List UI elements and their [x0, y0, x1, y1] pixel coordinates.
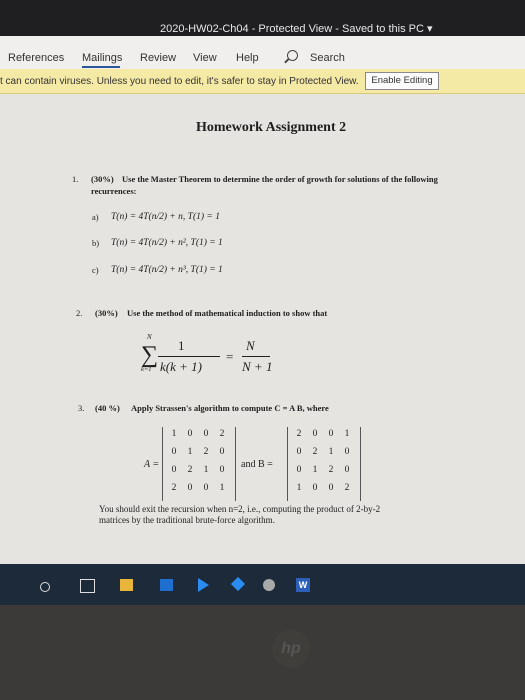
q1c-label: c): [92, 265, 99, 275]
matrix-cell: 0: [187, 429, 193, 439]
matrix-a: [162, 427, 236, 501]
tab-mailings[interactable]: Mailings: [82, 52, 123, 64]
matrix-cell: 2: [312, 447, 318, 457]
page-title: Homework Assignment 2: [196, 120, 347, 135]
rhs-numerator: N: [246, 338, 255, 353]
protected-view-bar: [0, 69, 525, 94]
search-icon[interactable]: [40, 582, 50, 592]
matrix-cell: 2: [203, 447, 209, 457]
matrix-cell: 0: [187, 483, 193, 493]
ribbon: [0, 36, 525, 70]
matrix-cell: 0: [219, 465, 225, 475]
matrix-cell: 2: [344, 483, 350, 493]
matrix-cell: 0: [312, 483, 318, 493]
tab-view[interactable]: View: [193, 52, 217, 64]
q3-note-line2: matrices by the traditional brute-force algorithm.: [99, 515, 275, 525]
matrix-cell: 0: [171, 465, 177, 475]
matrix-cell: 0: [171, 447, 177, 457]
protected-view-message: t can contain viruses. Unless you need to edit, it's safer to stay in Protected View.: [0, 76, 359, 87]
sum-upper-limit: N: [147, 333, 152, 341]
q1c-expr: T(n) = 4T(n/2) + n³, T(1) = 1: [111, 265, 223, 275]
fraction-denominator: k(k + 1): [160, 359, 202, 374]
matrix-cell: 1: [312, 465, 318, 475]
q3-weight: (40 %): [95, 403, 120, 413]
search-box[interactable]: Search: [310, 52, 345, 64]
matrix-cell: 1: [187, 447, 193, 457]
q2-number: 2.: [76, 308, 83, 318]
q1-text-cont: recurrences:: [91, 186, 137, 196]
settings-icon[interactable]: [263, 579, 275, 591]
rhs-denominator: N + 1: [242, 359, 273, 374]
hp-logo: hp: [272, 630, 310, 668]
file-explorer-icon[interactable]: [120, 579, 133, 591]
q3-number: 3.: [78, 403, 85, 413]
fraction-bar: [158, 356, 220, 357]
q1b-label: b): [92, 238, 100, 248]
matrix-cell: 0: [344, 465, 350, 475]
q3-text: Apply Strassen's algorithm to compute C = A B, where: [131, 403, 329, 413]
dropbox-icon[interactable]: [231, 577, 245, 591]
matrix-cell: 2: [171, 483, 177, 493]
matrix-cell: 0: [296, 447, 302, 457]
taskbar: [0, 564, 525, 605]
word-icon[interactable]: W: [296, 578, 310, 592]
store-icon[interactable]: [160, 579, 173, 591]
matrix-cell: 0: [203, 483, 209, 493]
matrix-cell: 0: [328, 429, 334, 439]
matrix-cell: 0: [219, 447, 225, 457]
document-page: [0, 94, 525, 564]
window-title: 2020-HW02-Ch04 - Protected View - Saved to this PC ▾: [160, 23, 433, 35]
q1a-label: a): [92, 212, 99, 222]
q1b-expr: T(n) = 4T(n/2) + n², T(1) = 1: [111, 238, 223, 248]
matrix-cell: 1: [296, 483, 302, 493]
sum-lower-limit: k=1: [141, 366, 152, 373]
task-view-icon[interactable]: [80, 579, 95, 593]
title-bar: [0, 0, 525, 36]
q1-weight: (30%): [91, 174, 114, 184]
matrix-cell: 1: [344, 429, 350, 439]
matrix-b: [287, 427, 361, 501]
matrix-cell: 0: [296, 465, 302, 475]
matrix-cell: 2: [219, 429, 225, 439]
matrix-cell: 1: [171, 429, 177, 439]
tab-review[interactable]: Review: [140, 52, 177, 64]
q3-note-line1: You should exit the recursion when n=2, i.e., computing the product of 2-by-2: [99, 504, 381, 514]
matrix-cell: 1: [203, 465, 209, 475]
rhs-fraction-bar: [242, 356, 270, 357]
tab-references[interactable]: References: [8, 52, 65, 64]
matrix-cell: 0: [328, 483, 334, 493]
matrix-a-label: A =: [144, 459, 160, 470]
matrix-b-label: and B =: [241, 459, 273, 470]
q2-text: Use the method of mathematical induction to show that: [127, 308, 328, 318]
search-icon[interactable]: [287, 50, 298, 61]
q1-text: Use the Master Theorem to determine the order of growth for solutions of the following: [122, 174, 438, 184]
matrix-cell: 1: [219, 483, 225, 493]
matrix-cell: 0: [344, 447, 350, 457]
tab-help[interactable]: Help: [236, 52, 259, 64]
active-tab-indicator: [82, 66, 120, 68]
matrix-cell: 1: [328, 447, 334, 457]
q2-weight: (30%): [95, 308, 118, 318]
enable-editing-button[interactable]: Enable Editing: [365, 72, 439, 90]
matrix-cell: 2: [187, 465, 193, 475]
matrix-cell: 2: [328, 465, 334, 475]
matrix-cell: 0: [203, 429, 209, 439]
q1-number: 1.: [72, 174, 79, 184]
equals-sign: =: [226, 349, 234, 364]
matrix-cell: 2: [296, 429, 302, 439]
q1a-expr: T(n) = 4T(n/2) + n, T(1) = 1: [111, 212, 220, 222]
summation-sign: ∑: [141, 342, 159, 368]
matrix-cell: 0: [312, 429, 318, 439]
fraction-numerator: 1: [178, 338, 185, 353]
media-icon[interactable]: [198, 578, 209, 592]
